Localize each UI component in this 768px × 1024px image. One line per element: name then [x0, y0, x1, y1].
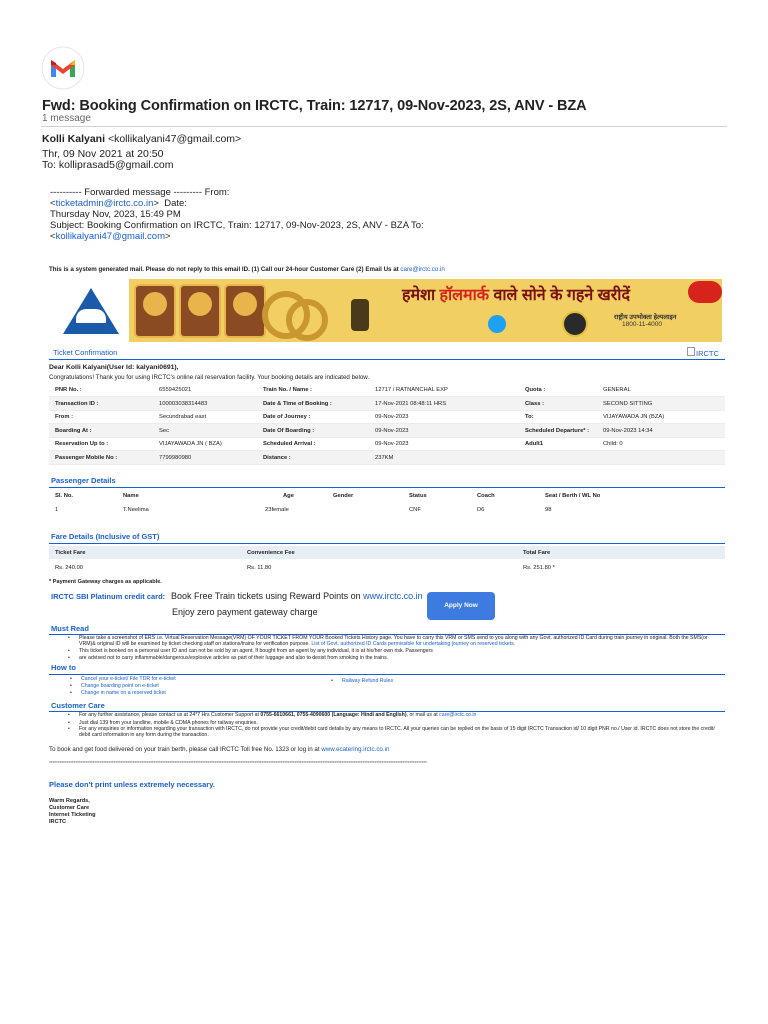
care-item: • Just dial 139 from your landline, mobile & CDMA phones for railway enquiries. [68, 720, 258, 726]
booking-value: VIJAYAWADA JN (BZA) [603, 414, 665, 420]
bullet: • [68, 655, 70, 661]
govt-id-list-link[interactable]: List of Govt. authorized ID Cards permissible for undertaking journey on reserved tickets. [311, 641, 516, 648]
booking-value: 09-Nov-2023 [375, 414, 409, 420]
irctc-logo [687, 347, 720, 358]
banner-headline [402, 283, 630, 305]
care-text: , or mail us at [406, 712, 440, 718]
dont-print-note: Please don't print unless extremely necessary. [49, 780, 215, 789]
signoff-line: Internet Ticketing [49, 812, 96, 818]
bis-logo-inner [76, 309, 106, 323]
separator-stars: ************************************************************************************************************************************************************************************************************************* [49, 761, 427, 767]
forwarded-from-email[interactable]: ticketadmin@irctc.co.in [55, 198, 154, 209]
helpline-title: राष्ट्रीय उपभोक्ता हेल्पलाइन [614, 314, 677, 321]
care-email-link[interactable]: care@irctc.co.in [400, 266, 445, 273]
booking-value: 09-Nov-2023 [375, 441, 409, 447]
bis-logo-area [54, 279, 129, 342]
how-to-item [331, 678, 394, 684]
care-text: For any enquiries or information regarding your transaction with IRCTC, do not provide your credit/debit card details by any means to IRCTC. All your queries can be replied on the basis of 15 digit IRCTC Transaction id/ 10 digit PNR no./ User id. IRCTC does not store the credit/ debit card information in any form during the transaction. [79, 726, 715, 739]
gmail-logo-icon [41, 46, 85, 90]
booking-label: Reservation Up to : [55, 441, 109, 447]
sender-line [42, 133, 241, 145]
apply-now-button[interactable]: Apply Now [427, 592, 495, 620]
email-date: Thr, 09 Nov 2021 at 20:50 [42, 148, 164, 160]
booking-row [49, 451, 725, 465]
care-item: • For any further assistance, please contact us at 24*7 Hrs Customer Support at 0755-6610661, 0755-4090600 (Language: Hindi and English), or mail us at care@irctc.co.in [68, 712, 477, 718]
fare-value: Rs. 251.80 * [523, 565, 555, 571]
sender-email: <kollikalyani47@gmail.com> [107, 133, 242, 145]
bullet: • [331, 678, 333, 684]
how-to-link[interactable]: Cancel your e-ticket/ File TDR for e-ticket [81, 676, 176, 682]
care-item: • For any enquiries or information regarding your transaction with IRCTC, do not provide your credit/debit card details by any means to IRCTC. All your queries can be replied on the basis of 15 digit IRCTC Transaction id/ 10 digit PNR no./ User id. IRCTC does not store the credit/ debit card information in any form during the transaction. [68, 726, 715, 739]
bullet: • [70, 676, 72, 682]
divider [49, 543, 725, 544]
system-notice [49, 266, 445, 273]
booking-value: 6559425021 [159, 387, 192, 393]
booking-label: To: [525, 414, 534, 420]
signoff-line: Customer Care [49, 805, 90, 811]
hallmark-badge [134, 284, 176, 338]
booking-label: Transaction ID : [55, 400, 99, 407]
booking-row [49, 437, 725, 451]
fare-column-header: Total Fare [523, 550, 551, 556]
booking-label: Class : [525, 400, 545, 407]
booking-label: Passenger Mobile No : [55, 454, 118, 461]
passenger-column-header: Seat / Berth / WL No [545, 493, 601, 499]
bullet: • [70, 683, 72, 689]
hallmark-banner[interactable] [54, 279, 722, 342]
bullet: • [70, 690, 72, 696]
passenger-details-title: Passenger Details [51, 476, 116, 485]
bullet: • [68, 648, 70, 654]
forwarded-from: <ticketadmin@irctc.co.in> Date: [50, 198, 187, 209]
food-delivery-text [49, 746, 389, 753]
booking-value: 12717 / RATNANCHAL EXP [375, 387, 448, 393]
booking-label: From : [55, 414, 74, 420]
booking-value: 17-Nov-2021 08:48:11 HRS [375, 400, 447, 407]
care-email-link[interactable]: care@irctc.co.in [439, 712, 477, 718]
booking-value: Secundrabad east [159, 414, 207, 420]
email-to: To: kolliprasad5@gmail.com [42, 159, 174, 171]
passenger-cell: 1 [55, 507, 59, 513]
greeting: Dear Kolli Kalyani(User Id: kalyani0691), [49, 364, 179, 371]
booking-value: 09-Nov-2023 [375, 427, 409, 434]
booking-label: Train No. / Name : [263, 387, 312, 393]
banner-headline-part: हॉलमार्क [439, 287, 490, 304]
passenger-column-header: Sl. No. [55, 493, 74, 499]
booking-value: SECOND SITTING [603, 400, 653, 407]
sbi-card-title: IRCTC SBI Platinum credit card: [51, 592, 166, 601]
booking-row [49, 424, 725, 438]
signoff-line: Warm Regards, [49, 798, 90, 804]
passenger-cell: 23female [265, 507, 289, 513]
how-to-title: How to [51, 663, 76, 672]
must-read-item: are advised not to carry inflammable/dangerous/explosive articles as part of their luggage and also to desist from smoking in the trains. [79, 655, 389, 661]
divider [49, 359, 725, 360]
booking-label: Distance : [263, 454, 291, 461]
care-phone: 0755-6610661, 0755-4090600 (Language: Hindi and English) [260, 712, 407, 718]
sbi-card-promo: Book Free Train tickets using Reward Points on [171, 591, 364, 601]
passenger-cell: D6 [477, 507, 485, 513]
divider [49, 674, 725, 675]
irctc-logo-alt: IRCTC [696, 349, 719, 358]
ticket-confirmation-title: Ticket Confirmation [53, 348, 118, 357]
passenger-cell: T.Neelima [123, 507, 149, 513]
twitter-icon [488, 315, 506, 333]
divider [49, 487, 725, 488]
passenger-column-header: Gender [333, 493, 354, 499]
passenger-cell: 98 [545, 507, 552, 513]
booking-value: 09-Nov-2023 14:34 [603, 427, 653, 434]
fare-value: Rs. 11.80 [247, 565, 272, 571]
must-read-text: Please take a screenshot of ERS i.e. Virtual Reservation Message(VRM) OF YOUR TICKET FROM YOUR Booked Tickets History page. You have to carry this VRM or SMS send to you along with any Govt. authorized ID Card during train journey in original. Both the SMS(or VRM)& original ID will be examined by ticket checking staff on stations/trains for verification purpose. [79, 635, 708, 648]
must-read-title: Must Read [51, 624, 89, 633]
fare-column-header: Ticket Fare [55, 550, 86, 556]
booking-label: Scheduled Departure* : [525, 427, 590, 434]
system-notice-text: This is a system generated mail. Please do not reply to this email ID. (1) Call our 24-hour Customer Care (2) Email Us at [49, 266, 401, 273]
booking-label: PNR No. : [55, 387, 82, 393]
irctc-website-link[interactable]: www.irctc.co.in [363, 591, 423, 601]
fare-table-header [49, 546, 725, 559]
must-read-item: • Please take a screenshot of ERS i.e. Virtual Reservation Message(VRM) OF YOUR TICKET FROM YOUR Booked Tickets History page. You have to carry this VRM or SMS send to you along with any Govt. authorized ID Card during train journey in original. Both the SMS(or VRM)& original ID will be examined by ticket checking staff on stations/trains for verification purpose. List of Govt. authorized ID Cards permissible for undertaking journey on reserved tickets. [68, 635, 708, 648]
care-text: Just dial 139 from your landline, mobile & CDMA phones for railway enquiries. [79, 720, 258, 726]
fare-value: Rs. 240.00 [55, 565, 84, 571]
booking-value: Child: 0 [603, 441, 623, 447]
forwarded-to-email[interactable]: kollikalyani47@gmail.com [55, 231, 165, 242]
booking-value: 237KM [375, 454, 394, 461]
must-read-item: This ticket is booked on a personal user ID and can not be sold by an agent. If bought from an agent by any individual, it is at his/her own risk. Passengers [79, 648, 433, 654]
how-to-link[interactable]: Change boarding point on e-ticket [81, 683, 159, 689]
forwarded-date: Thursday Nov, 2023, 15:49 PM [50, 209, 181, 220]
banner-headline-part: हमेशा [402, 287, 440, 304]
how-to-item [70, 683, 159, 689]
passenger-cell: CNF [409, 507, 421, 513]
fare-column-header: Convenience Fee [247, 550, 295, 556]
passenger-column-header: Coach [477, 493, 495, 499]
national-emblem-icon [351, 299, 369, 331]
signoff-line: IRCTC [49, 819, 67, 825]
booking-row [49, 410, 725, 424]
booking-label: Quota : [525, 387, 546, 393]
sbi-card-subtext: Enjoy zero payment gateway charge [172, 607, 318, 617]
message-count: 1 message [42, 113, 91, 124]
booking-label: Scheduled Arrival : [263, 441, 316, 447]
how-to-item [70, 690, 166, 696]
how-to-item [70, 676, 176, 682]
booking-label: Date & Time of Booking : [263, 400, 332, 407]
passenger-column-header: Name [123, 493, 139, 499]
passenger-column-header: Status [409, 493, 427, 499]
booking-value: 100003038314483 [159, 400, 208, 407]
booking-row [49, 383, 725, 397]
passenger-table-header [49, 489, 725, 502]
ticket-body [49, 264, 729, 825]
booking-row [49, 397, 725, 411]
forwarded-subject: Subject: Booking Confirmation on IRCTC, Train: 12717, 09-Nov-2023, 2S, ANV - BZA To: [50, 220, 424, 231]
forwarded-to: <kollikalyani47@gmail.com> [50, 231, 171, 242]
gold-ring-icon [286, 299, 328, 341]
consumer-mark-icon [562, 311, 588, 337]
booking-value: GENERAL [603, 387, 631, 393]
sender-name: Kolli Kalyani [42, 133, 106, 145]
passenger-row [49, 503, 725, 516]
email-subject: Fwd: Booking Confirmation on IRCTC, Train: 12717, 09-Nov-2023, 2S, ANV - BZA [42, 98, 587, 114]
booking-value: 7799980980 [159, 454, 192, 461]
booking-label: Date of Journey : [263, 414, 311, 420]
congrats-text: Congratulations! Thank you for using IRCTC's online rail reservation facility. Your booking details are indicated below. [49, 374, 370, 381]
booking-label: Adult1 [525, 441, 544, 447]
refund-rules-link[interactable]: Railway Refund Rules [342, 678, 394, 684]
customer-care-title: Customer Care [51, 701, 105, 710]
fare-table-row [49, 561, 725, 574]
banner-headline-part: वाले सोने के गहने खरीदें [489, 287, 630, 304]
booking-value: VIJAYAWADA JN ( BZA) [159, 441, 222, 447]
booking-value: Sec [159, 427, 169, 434]
ecatering-link[interactable]: www.ecatering.irctc.co.in [321, 746, 390, 753]
sbi-card-text [171, 591, 423, 601]
divider [41, 126, 727, 127]
how-to-link[interactable]: Change in name on a reserved ticket [81, 690, 166, 696]
booking-label: Boarding At : [55, 427, 92, 434]
pg-charges-note: * Payment Gateway charges as applicable. [49, 579, 162, 585]
hallmark-badge [224, 284, 266, 338]
forwarded-header: ---------- Forwarded message --------- From: [50, 187, 230, 198]
broken-image-icon [687, 347, 695, 356]
fare-details-title: Fare Details (Inclusive of GST) [51, 532, 160, 541]
booking-label: Date Of Boarding : [263, 427, 315, 434]
helpline-number: 1800-11-4000 [622, 321, 662, 328]
forwarded-date-label: Date: [164, 198, 187, 209]
food-text: To book and get food delivered on your train berth, please call IRCTC Toll free No. 1323 or log in at [49, 746, 322, 753]
hallmark-badge [179, 284, 221, 338]
passenger-column-header: Age [283, 493, 294, 499]
care-text: For any further assistance, please contact us at 24*7 Hrs Customer Support at [79, 712, 261, 718]
brand-logo-icon [688, 281, 722, 303]
